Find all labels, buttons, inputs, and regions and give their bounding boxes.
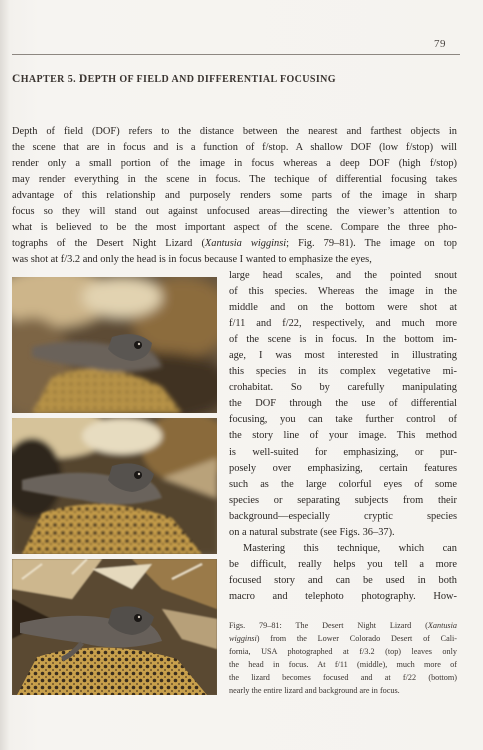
lizard-photo-bottom [12,559,217,695]
photo-stack [12,277,217,695]
body-line: advantage of this relationship and purposely renders some parts of the image in sharp [12,190,457,202]
body-line: focused story and can be used in both [229,574,457,586]
body-line: was shot at f/3.2 and only the head is in focus because I wanted to emphasize the eyes, [12,254,372,266]
body-line: the DOF through the use of differential [229,398,457,410]
body-line: Mastering this technique, which can [243,542,457,554]
lizard-photo-top [12,277,217,413]
body-line: background—especially cryptic species [229,510,457,522]
caption-line-part: ) from the Lower Colorado Desert of Cali- [256,633,457,643]
body-line: this species in its complex vegetative mi- [229,366,457,378]
lizard-photo-bottom-image [12,559,217,695]
chapter-heading-title-cap: D [78,73,88,85]
body-line-part: ; Fig. 79–81). The image on top [286,238,457,250]
page-number: 79 [434,38,446,50]
body-line: f/11 and f/22, respectively, and much more [229,318,457,330]
lizard-photo-top-image [12,277,217,413]
caption-line: fornia, USA photographed at f/3.2 (top) leaves only [229,646,457,656]
body-line: be difficult, really helps you tell a more [229,558,457,570]
body-line: the scene that are in focus and is a function of f/stop. A shallow DOF (low f/stop) will [12,142,457,154]
body-line: species or separating subjects from their [229,494,457,506]
body-line: of the scene is in focus. In the bottom im- [229,334,457,346]
body-paragraph-right [229,268,457,605]
figure-caption [229,620,457,697]
chapter-heading [12,73,452,85]
body-line: on a natural substrate (see Figs. 36–37). [229,526,395,538]
caption-line: nearly the entire lizard and background are in focus. [229,685,400,695]
body-line: macro and telephoto photography. How- [229,590,457,602]
body-line: Depth of field (DOF) refers to the distance between the nearest and farthest objects in [12,126,457,137]
caption-line-part: Figs. 79–81: The Desert Night Lizard ( [229,621,428,630]
body-line: is well-suited for emphasizing, or pur- [229,446,457,458]
body-line: large head scales, and the pointed snout [229,270,457,281]
body-paragraph-top [12,124,457,268]
body-line: posely over emphasizing, certain features [229,462,457,474]
body-line-part: tographs of the Desert Night Lizard ( [12,238,205,250]
caption-line: the head in focus. At f/11 (middle), much more of [229,659,457,669]
caption-line: the lizard becomes focused and at f/22 (bottom) [229,672,457,682]
chapter-heading-prefix: HAPTER 5. [20,74,79,85]
body-line: of this species. Whereas the image in the [229,286,457,298]
body-line: focusing, you can take further control of [229,414,457,426]
body-line: what is believed to be the most important aspect of the scene. Compare the three pho- [12,222,457,234]
body-line: render only a small portion of the image in focus whereas a deep DOF (high f/stop) [12,158,457,170]
caption-line [229,620,457,633]
header-rule [12,54,460,55]
species-name: Xantusia wigginsi [204,238,287,250]
caption-species: wigginsi [229,633,257,643]
chapter-heading-cap: C [12,73,21,85]
body-line: crohabitat. So by carefully manipulating [229,382,457,394]
body-line: focus so they will stand out against unfocused areas—directing the viewer’s attention to [12,206,457,218]
caption-genus: Xantusia [427,621,457,630]
body-line: age, I was most interested in illustrating [229,350,457,362]
body-line: middle and on the bottom were shot at [229,302,457,314]
chapter-heading-title: EPTH OF FIELD AND DIFFERENTIAL FOCUSING [87,74,336,85]
body-line: the story line of your image. This method [229,430,457,442]
caption-line [229,633,457,646]
body-line: such as the large colorful eyes of some [229,478,457,490]
lizard-photo-middle-image [12,418,217,554]
lizard-photo-middle [12,418,217,554]
body-line [12,236,457,252]
body-line: may render everything in the scene in focus. The techique of differential focusing takes [12,174,457,186]
